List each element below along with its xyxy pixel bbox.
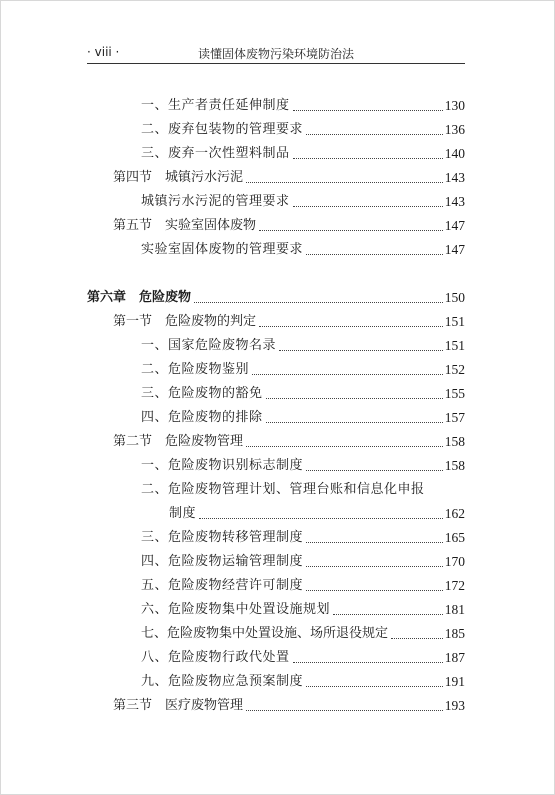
toc-item-page: 172 (444, 578, 465, 593)
toc-item[interactable] (141, 407, 465, 427)
toc-section-page: 147 (444, 218, 465, 233)
toc-item-title: 制度 (169, 506, 197, 521)
toc-item-title: 三、废弃一次性塑料制品 (141, 146, 290, 161)
toc-item-title: 一、危险废物识别标志制度 (141, 458, 304, 473)
toc-item-page: 165 (444, 530, 465, 545)
toc-leader (246, 710, 443, 711)
header-rule (87, 63, 465, 64)
toc-item[interactable] (141, 455, 465, 475)
toc-leader (199, 518, 443, 519)
toc-item-title: 六、危险废物集中处置设施规划 (141, 602, 331, 617)
toc-item-page: 136 (444, 122, 465, 137)
toc-item-title: 七、危险废物集中处置设施、场所退役规定 (141, 626, 389, 641)
toc-item[interactable] (141, 575, 465, 595)
toc-item-page: 140 (444, 146, 465, 161)
toc-leader (306, 134, 443, 135)
toc-leader (266, 398, 443, 399)
toc-leader (266, 422, 443, 423)
toc-section-title: 第五节 实验室固体废物 (113, 218, 257, 233)
toc-item[interactable] (141, 551, 465, 571)
toc-leader (194, 302, 443, 303)
toc-leader (306, 590, 443, 591)
running-header (87, 43, 465, 63)
toc-leader (252, 374, 443, 375)
toc-section-page: 143 (444, 170, 465, 185)
toc-item-title: 三、危险废物转移管理制度 (141, 530, 304, 545)
toc-section[interactable] (113, 167, 465, 187)
book-title: 读懂固体废物污染环境防治法 (197, 47, 354, 61)
toc-item[interactable] (141, 527, 465, 547)
toc-section[interactable] (113, 695, 465, 715)
toc-leader (259, 326, 443, 327)
toc-item[interactable] (141, 383, 465, 403)
toc-item-title: 二、废弃包装物的管理要求 (141, 122, 304, 137)
toc-leader (306, 254, 443, 255)
toc-item[interactable] (141, 647, 465, 667)
toc-item[interactable] (141, 191, 465, 211)
toc-item-title: 一、国家危险废物名录 (141, 338, 277, 353)
toc-item[interactable] (141, 599, 465, 619)
toc-section-title: 第一节 危险废物的判定 (113, 314, 257, 329)
toc-item-page: 187 (444, 650, 465, 665)
toc-chapter-page: 150 (444, 290, 465, 305)
toc-item-page: 158 (444, 458, 465, 473)
toc-leader (306, 566, 443, 567)
toc-item[interactable] (141, 95, 465, 115)
toc-item-page: 147 (444, 242, 465, 257)
toc-leader (306, 470, 443, 471)
toc-item-title: 实验室固体废物的管理要求 (141, 242, 304, 257)
toc-section-page: 158 (444, 434, 465, 449)
toc-item-page: 157 (444, 410, 465, 425)
toc-item-page: 130 (444, 98, 465, 113)
toc-section-page: 193 (444, 698, 465, 713)
toc-item-page: 181 (444, 602, 465, 617)
toc-leader (259, 230, 443, 231)
toc-item[interactable] (141, 143, 465, 163)
toc-item-page: 155 (444, 386, 465, 401)
toc-leader (246, 446, 443, 447)
toc-leader (293, 206, 443, 207)
toc-item-page: 162 (444, 506, 465, 521)
toc-chapter[interactable] (87, 287, 465, 307)
toc-item[interactable] (141, 359, 465, 379)
toc-leader (293, 110, 443, 111)
toc-item-title: 四、危险废物运输管理制度 (141, 554, 304, 569)
toc-item-page: 170 (444, 554, 465, 569)
toc-item-title: 二、危险废物鉴别 (141, 362, 250, 377)
toc-item[interactable] (141, 623, 465, 643)
toc-item[interactable] (141, 239, 465, 259)
toc-section[interactable] (113, 215, 465, 235)
toc-leader (246, 182, 443, 183)
toc-chapter-title: 第六章 危险废物 (87, 290, 192, 305)
toc-item-continuation[interactable] (169, 503, 465, 523)
toc-item-title: 九、危险废物应急预案制度 (141, 674, 304, 689)
toc-item-title: 城镇污水污泥的管理要求 (141, 194, 290, 209)
toc-item[interactable] (141, 335, 465, 355)
toc-item[interactable] (141, 479, 465, 499)
toc-item-title: 二、危险废物管理计划、管理台账和信息化申报 (141, 482, 425, 497)
toc-section-page: 151 (444, 314, 465, 329)
toc-item-title: 八、危险废物行政代处置 (141, 650, 290, 665)
toc-leader (293, 158, 443, 159)
toc-section-title: 第三节 医疗废物管理 (113, 698, 244, 713)
toc-item-page: 143 (444, 194, 465, 209)
toc-section[interactable] (113, 431, 465, 451)
toc-leader (279, 350, 443, 351)
toc-item-page: 152 (444, 362, 465, 377)
toc-section-title: 第二节 危险废物管理 (113, 434, 244, 449)
toc-item[interactable] (141, 671, 465, 691)
toc-section[interactable] (113, 311, 465, 331)
toc-leader (306, 542, 443, 543)
toc-item[interactable] (141, 119, 465, 139)
toc-item-title: 三、危险废物的豁免 (141, 386, 263, 401)
toc-leader (306, 686, 443, 687)
page-number: · viii · (87, 45, 120, 59)
toc-item-page: 185 (444, 626, 465, 641)
toc-leader (293, 662, 443, 663)
toc-item-page: 191 (444, 674, 465, 689)
toc-section-title: 第四节 城镇污水污泥 (113, 170, 244, 185)
toc-leader (333, 614, 443, 615)
toc-item-title: 五、危险废物经营许可制度 (141, 578, 304, 593)
toc-item-page: 151 (444, 338, 465, 353)
toc-item-title: 一、生产者责任延伸制度 (141, 98, 290, 113)
toc-item-title: 四、危险废物的排除 (141, 410, 263, 425)
toc-leader (391, 638, 443, 639)
